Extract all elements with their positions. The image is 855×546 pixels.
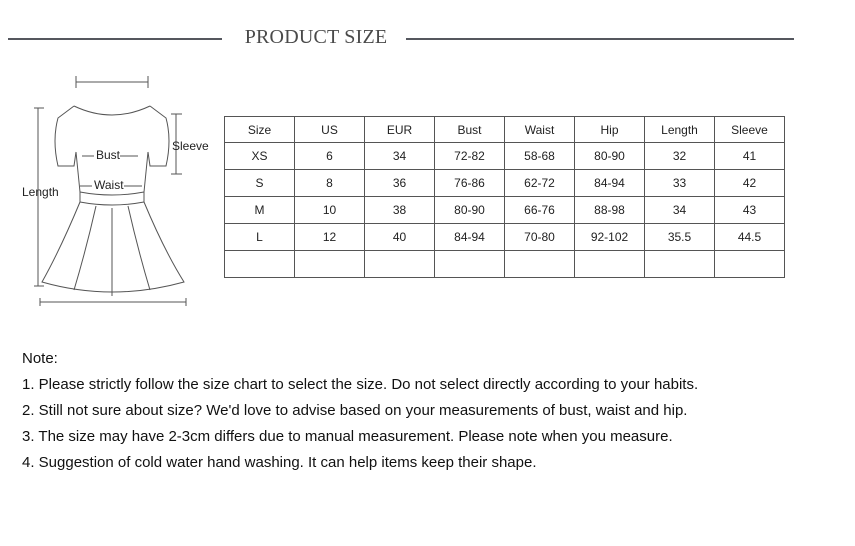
table-row — [225, 143, 785, 170]
table-cell: 72-82 — [435, 143, 505, 170]
table-cell: 33 — [645, 170, 715, 197]
table-cell — [645, 251, 715, 278]
table-cell: 10 — [295, 197, 365, 224]
notes-title: Note: — [22, 350, 58, 367]
table-cell: 44.5 — [715, 224, 785, 251]
table-cell: 36 — [365, 170, 435, 197]
table-cell: 84-94 — [575, 170, 645, 197]
table-header-cell: US — [295, 117, 365, 143]
length-label: Length — [22, 185, 59, 199]
table-header-cell: EUR — [365, 117, 435, 143]
table-header-cell: Sleeve — [715, 117, 785, 143]
table-cell — [575, 251, 645, 278]
table-cell: 80-90 — [575, 143, 645, 170]
table-cell: 42 — [715, 170, 785, 197]
table-cell: 40 — [365, 224, 435, 251]
note-item: 2. Still not sure about size? We'd love to advise based on your measurements of bust, waist and hip. — [22, 402, 688, 419]
table-header-cell: Length — [645, 117, 715, 143]
table-cell: M — [225, 197, 295, 224]
table-cell: 62-72 — [505, 170, 575, 197]
size-table — [224, 116, 785, 278]
note-item: 3. The size may have 2-3cm differs due to manual measurement. Please note when you measure. — [22, 428, 673, 445]
waist-label: Waist — [94, 178, 124, 192]
table-cell: 8 — [295, 170, 365, 197]
table-cell — [365, 251, 435, 278]
table-cell: 34 — [365, 143, 435, 170]
table-cell: 84-94 — [435, 224, 505, 251]
table-cell: 38 — [365, 197, 435, 224]
table-cell: 12 — [295, 224, 365, 251]
table-cell — [435, 251, 505, 278]
table-cell: S — [225, 170, 295, 197]
page-title: PRODUCT SIZE — [244, 26, 388, 48]
table-row — [225, 224, 785, 251]
table-header-cell: Hip — [575, 117, 645, 143]
table-cell: 58-68 — [505, 143, 575, 170]
header-line-left — [8, 38, 222, 40]
note-item: 1. Please strictly follow the size chart to select the size. Do not select directly according to your habits. — [22, 376, 699, 393]
table-cell: 43 — [715, 197, 785, 224]
table-header-cell: Bust — [435, 117, 505, 143]
table-cell: 6 — [295, 143, 365, 170]
table-cell: 76-86 — [435, 170, 505, 197]
table-cell: 66-76 — [505, 197, 575, 224]
sleeve-label: Sleeve — [172, 139, 209, 153]
notes-section — [22, 350, 698, 480]
table-cell: 41 — [715, 143, 785, 170]
bust-label: Bust — [96, 148, 121, 162]
note-item: 4. Suggestion of cold water hand washing. It can help items keep their shape. — [22, 454, 537, 471]
table-cell: 80-90 — [435, 197, 505, 224]
table-row — [225, 170, 785, 197]
table-cell: 92-102 — [575, 224, 645, 251]
table-cell: 70-80 — [505, 224, 575, 251]
dress-diagram — [16, 70, 216, 320]
table-header-cell: Size — [225, 117, 295, 143]
table-row — [225, 197, 785, 224]
table-cell: 34 — [645, 197, 715, 224]
table-cell — [715, 251, 785, 278]
table-cell — [295, 251, 365, 278]
table-cell: XS — [225, 143, 295, 170]
table-row — [225, 251, 785, 278]
table-cell: 32 — [645, 143, 715, 170]
table-header-cell: Waist — [505, 117, 575, 143]
table-cell: L — [225, 224, 295, 251]
header-line-right — [406, 38, 794, 40]
table-cell: 35.5 — [645, 224, 715, 251]
table-cell: 88-98 — [575, 197, 645, 224]
table-cell — [225, 251, 295, 278]
table-header-row — [225, 117, 785, 143]
table-cell — [505, 251, 575, 278]
